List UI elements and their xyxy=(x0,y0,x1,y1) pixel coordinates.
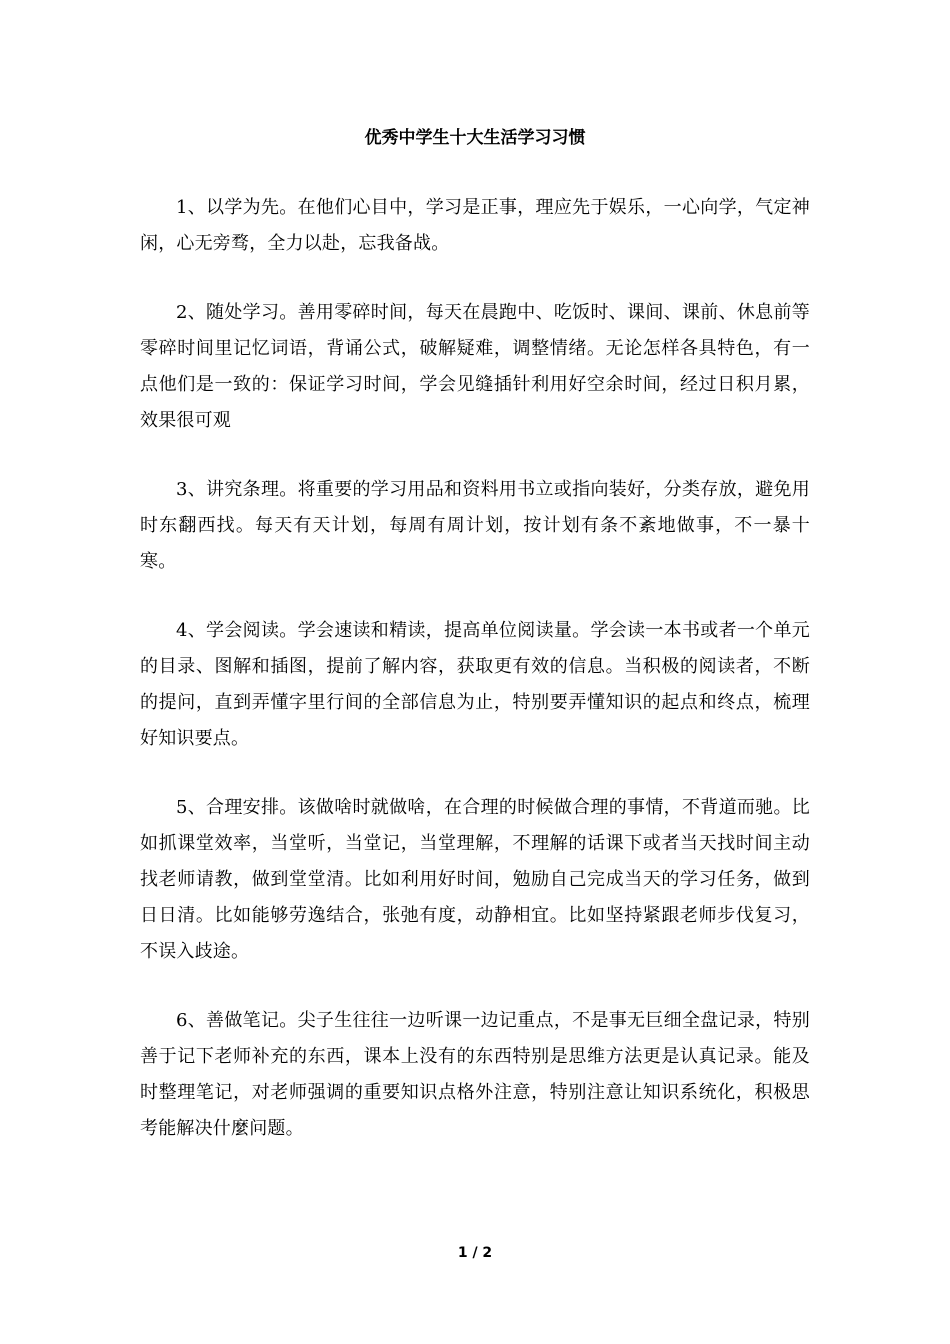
paragraph-2: 2、随处学习。善用零碎时间，每天在晨跑中、吃饭时、课间、课前、休息前等零碎时间里记忆词语，背诵公式，破解疑难，调整情绪。无论怎样各具特色，有一点他们是一致的：保证学习时间，学会见缝插针利用好空余时间，经过日积月累，效果很可观 xyxy=(140,302,810,431)
document-body xyxy=(140,190,810,1180)
paragraph-1: 1、以学为先。在他们心目中，学习是正事，理应先于娱乐，一心向学，气定神闲，心无旁骛，全力以赴，忘我备战。 xyxy=(140,197,810,254)
paragraph-4: 4、学会阅读。学会速读和精读，提高单位阅读量。学会读一本书或者一个单元的目录、图解和插图，提前了解内容，获取更有效的信息。当积极的阅读者，不断的提问，直到弄懂字里行间的全部信息为止，特别要弄懂知识的起点和终点，梳理好知识要点。 xyxy=(140,620,810,749)
paragraph-5: 5、合理安排。该做啥时就做啥，在合理的时候做合理的事情，不背道而驰。比如抓课堂效率，当堂听，当堂记，当堂理解，不理解的话课下或者当天找时间主动找老师请教，做到堂堂清。比如利用好时间，勉励自己完成当天的学习任务，做到日日清。比如能够劳逸结合，张弛有度，动静相宜。比如坚持紧跟老师步伐复习，不误入歧途。 xyxy=(140,797,810,962)
page-title: 优秀中学生十大生活学习习惯 xyxy=(364,128,586,148)
paragraph-3: 3、讲究条理。将重要的学习用品和资料用书立或指向装好，分类存放，避免用时东翻西找。每天有天计划，每周有周计划，按计划有条不紊地做事，不一暴十寒。 xyxy=(140,479,810,572)
page-number: 1 / 2 xyxy=(457,1245,493,1261)
paragraph-6: 6、善做笔记。尖子生往往一边听课一边记重点，不是事无巨细全盘记录，特别善于记下老师补充的东西，课本上没有的东西特别是思维方法更是认真记录。能及时整理笔记，对老师强调的重要知识点格外注意，特别注意让知识系统化，积极思考能解决什麼问题。 xyxy=(140,1010,810,1139)
